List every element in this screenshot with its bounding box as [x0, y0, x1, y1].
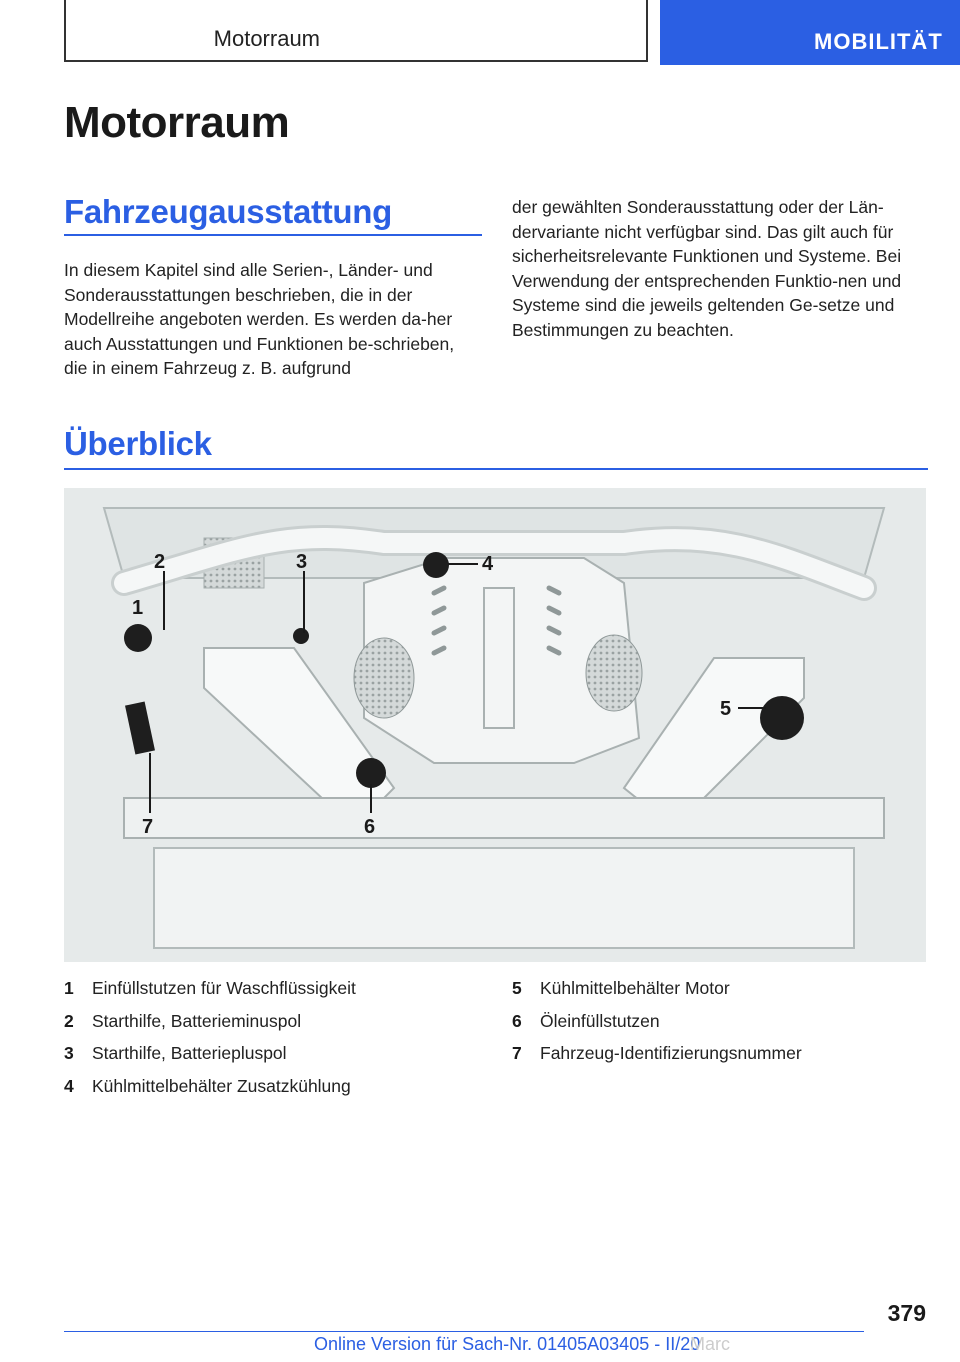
legend-item: [512, 1037, 802, 1070]
callout-2: 2: [154, 551, 166, 573]
callout-5: 5: [720, 698, 732, 720]
legend-text: Kühlmittelbehälter Motor: [540, 978, 730, 998]
legend-number: 2: [64, 1010, 74, 1031]
legend-item: [64, 1005, 356, 1038]
legend-item: [512, 972, 802, 1005]
legend-number: 3: [64, 1043, 74, 1063]
legend-text: Starthilfe, Batteriepluspol: [92, 1043, 287, 1063]
watermark: Marc: [690, 1334, 730, 1354]
engine-bay-illustration: [64, 488, 926, 962]
legend-item: [64, 1070, 356, 1103]
heading-fahrzeugausstattung: Fahrzeugausstattung: [64, 193, 392, 230]
legend-text: Öleinfüllstutzen: [540, 1010, 660, 1031]
intro-paragraph-left: In diesem Kapitel sind alle Serien-, Länder- und Sonderausstattungen beschrieben, die in der Modellreihe angeboten werden. Es werden da-her auch Ausstattungen und Funktionen be-schrieben, die in einem Fahrzeug z. B. aufgrund: [64, 260, 455, 378]
legend-item: [64, 972, 356, 1005]
page-title: Motorraum: [64, 98, 290, 147]
legend-number: 5: [512, 978, 522, 998]
callout-6: 6: [364, 816, 376, 838]
heading-ueberblick: Überblick: [64, 425, 212, 462]
intro-paragraph-right: der gewählten Sonderausstattung oder der Län-dervariante nicht verfügbar sind. Das gilt auch für sicherheitsrelevante Funktionen und Systeme. Bei Verwendung der entsprechenden Funktio-nen und Systeme sind die jeweils geltenden Ge-setze und Bestimmungen zu beachten.: [512, 197, 902, 340]
legend-text: Kühlmittelbehälter Zusatzkühlung: [92, 1075, 351, 1096]
chapter-tab[interactable]: [660, 0, 960, 65]
page-number: 379: [887, 1300, 926, 1326]
callout-1: 1: [132, 597, 144, 619]
header-frame: [64, 0, 648, 62]
callout-4: 4: [482, 553, 494, 575]
legend-item: [64, 1037, 356, 1070]
footer-rule: [64, 1331, 864, 1332]
legend-number: 1: [64, 978, 74, 998]
legend-left: [64, 972, 356, 1102]
legend-text: Einfüllstutzen für Waschflüssigkeit: [92, 978, 356, 998]
legend-text: Starthilfe, Batterieminuspol: [92, 1010, 302, 1031]
legend-right: [512, 972, 802, 1070]
legend-number: 7: [512, 1043, 522, 1063]
legend-item: [512, 1005, 802, 1038]
legend-text: Fahrzeug-Identifizierungsnummer: [540, 1043, 802, 1063]
heading-underline: [64, 468, 928, 470]
engine-bay-figure: [64, 488, 926, 962]
heading-underline: [64, 234, 482, 236]
online-version-note: Online Version für Sach-Nr. 01405A03405 - II/20: [314, 1334, 701, 1354]
callout-7: 7: [142, 816, 154, 838]
callout-3: 3: [296, 551, 308, 573]
legend-number: 6: [512, 1010, 522, 1031]
legend-number: 4: [64, 1075, 74, 1096]
chapter-tab-label: MOBILITÄT: [814, 29, 943, 54]
header-section-title: Motorraum: [213, 26, 320, 51]
